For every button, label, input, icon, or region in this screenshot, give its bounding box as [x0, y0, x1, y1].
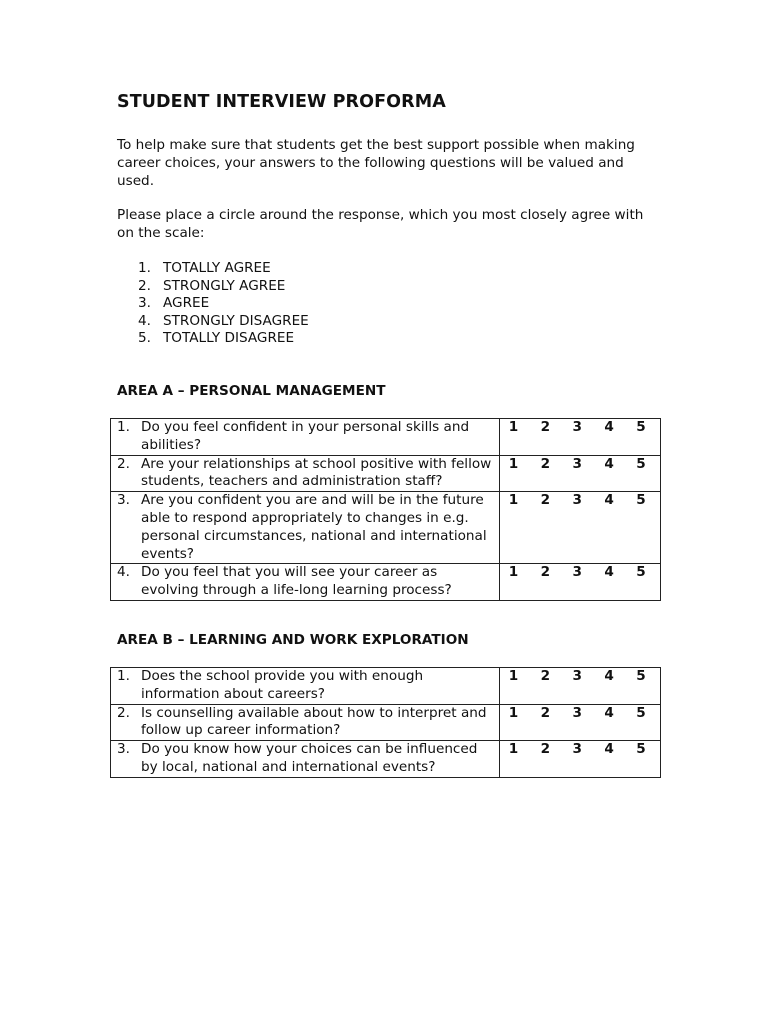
rating-option[interactable]: 5: [636, 419, 646, 435]
rating-option[interactable]: 1: [508, 419, 519, 435]
area-b-table: [110, 667, 661, 778]
rating-option[interactable]: 3: [572, 419, 582, 435]
page-title: STUDENT INTERVIEW PROFORMA: [117, 92, 446, 112]
rating-option[interactable]: 4: [604, 704, 614, 721]
scale-item: 3. AGREE: [138, 295, 210, 312]
rating-option[interactable]: 4: [604, 455, 614, 472]
rating-option[interactable]: 5: [636, 704, 646, 721]
rating-option[interactable]: 2: [540, 492, 551, 509]
table-row: 2. Is counselling available about how to interpret and follow up career information? 1 2 3 4 5: [111, 704, 661, 741]
rating-option[interactable]: 5: [636, 455, 646, 472]
table-row: 3. Do you know how your choices can be influenced by local, national and international events? 1 2 3 4 5: [111, 741, 661, 778]
rating-options: [500, 564, 660, 582]
question-text: Does the school provide you with enough information about careers?: [141, 668, 424, 702]
rating-option[interactable]: 2: [540, 741, 551, 758]
rating-option[interactable]: 2: [540, 455, 551, 472]
table-row: 2. Are your relationships at school positive with fellow students, teachers and administration staff? 1 2 3 4 5: [111, 455, 661, 492]
table-row: 1. Does the school provide you with enough information about careers? 1 2 3 4 5: [111, 668, 661, 705]
table-row: 4. Do you feel that you will see your career as evolving through a life-long learning process? 1 2 3 4 5: [111, 564, 661, 601]
rating-option[interactable]: 2: [540, 668, 551, 684]
question-text: Do you feel confident in your personal skills and abilities?: [141, 419, 470, 453]
rating-option[interactable]: 4: [604, 741, 614, 758]
rating-option[interactable]: 5: [636, 564, 646, 581]
rating-options: [500, 419, 660, 437]
rating-option[interactable]: 1: [508, 668, 519, 684]
rating-option[interactable]: 5: [636, 492, 646, 509]
scale-item: 2. STRONGLY AGREE: [138, 277, 286, 294]
question-text: Are your relationships at school positive with fellow students, teachers and administration staff?: [141, 455, 492, 490]
area-a-heading: AREA A – PERSONAL MANAGEMENT: [117, 383, 386, 399]
rating-option[interactable]: 1: [508, 455, 519, 472]
rating-option[interactable]: 1: [508, 704, 519, 721]
question-text: Is counselling available about how to interpret and follow up career information?: [141, 704, 487, 739]
rating-option[interactable]: 4: [604, 668, 614, 684]
area-b-heading: AREA B – LEARNING AND WORK EXPLORATION: [117, 632, 469, 648]
rating-option[interactable]: 3: [572, 492, 582, 509]
rating-options: [500, 456, 660, 474]
question-text: Do you know how your choices can be influenced by local, national and international events?: [141, 741, 478, 775]
rating-option[interactable]: 3: [572, 741, 582, 758]
rating-option[interactable]: 2: [540, 564, 551, 581]
intro-paragraph: To help make sure that students get the best support possible when making career choices, your answers to the following questions will be valued and used.: [117, 137, 635, 189]
rating-option[interactable]: 1: [508, 492, 519, 509]
rating-option[interactable]: 4: [604, 419, 614, 435]
rating-options: [500, 705, 660, 723]
rating-option[interactable]: 3: [572, 455, 582, 472]
instruction-paragraph: Please place a circle around the response, which you most closely agree with on the scale:: [117, 207, 644, 241]
rating-options: [500, 741, 660, 759]
rating-option[interactable]: 1: [508, 741, 519, 758]
table-row: 3. Are you confident you are and will be in the future able to respond appropriately to changes in e.g. personal circumstances, national and international events? 1 2 3 4 5: [111, 492, 661, 564]
response-scale-list: [138, 260, 309, 348]
scale-item: 4. STRONGLY DISAGREE: [138, 312, 309, 329]
rating-option[interactable]: 1: [508, 564, 519, 581]
rating-option[interactable]: 3: [572, 564, 582, 581]
rating-option[interactable]: 5: [636, 741, 646, 758]
scale-item: 1. TOTALLY AGREE: [138, 260, 271, 276]
rating-option[interactable]: 2: [540, 419, 551, 435]
rating-options: [500, 492, 660, 510]
rating-option[interactable]: 4: [604, 492, 614, 509]
rating-option[interactable]: 5: [636, 668, 646, 684]
rating-option[interactable]: 3: [572, 668, 582, 684]
question-text: Do you feel that you will see your career as evolving through a life-long learning process?: [141, 564, 452, 599]
table-row: 1. Do you feel confident in your personal skills and abilities? 1 2 3 4 5: [111, 419, 661, 456]
question-text: Are you confident you are and will be in the future able to respond appropriately to changes in e.g. personal circumstances, national and international events?: [141, 492, 487, 562]
rating-options: [500, 668, 660, 686]
rating-option[interactable]: 4: [604, 564, 614, 581]
rating-option[interactable]: 2: [540, 704, 551, 721]
rating-option[interactable]: 3: [572, 704, 582, 721]
scale-item: 5. TOTALLY DISAGREE: [138, 330, 295, 347]
area-a-table: [110, 418, 661, 601]
